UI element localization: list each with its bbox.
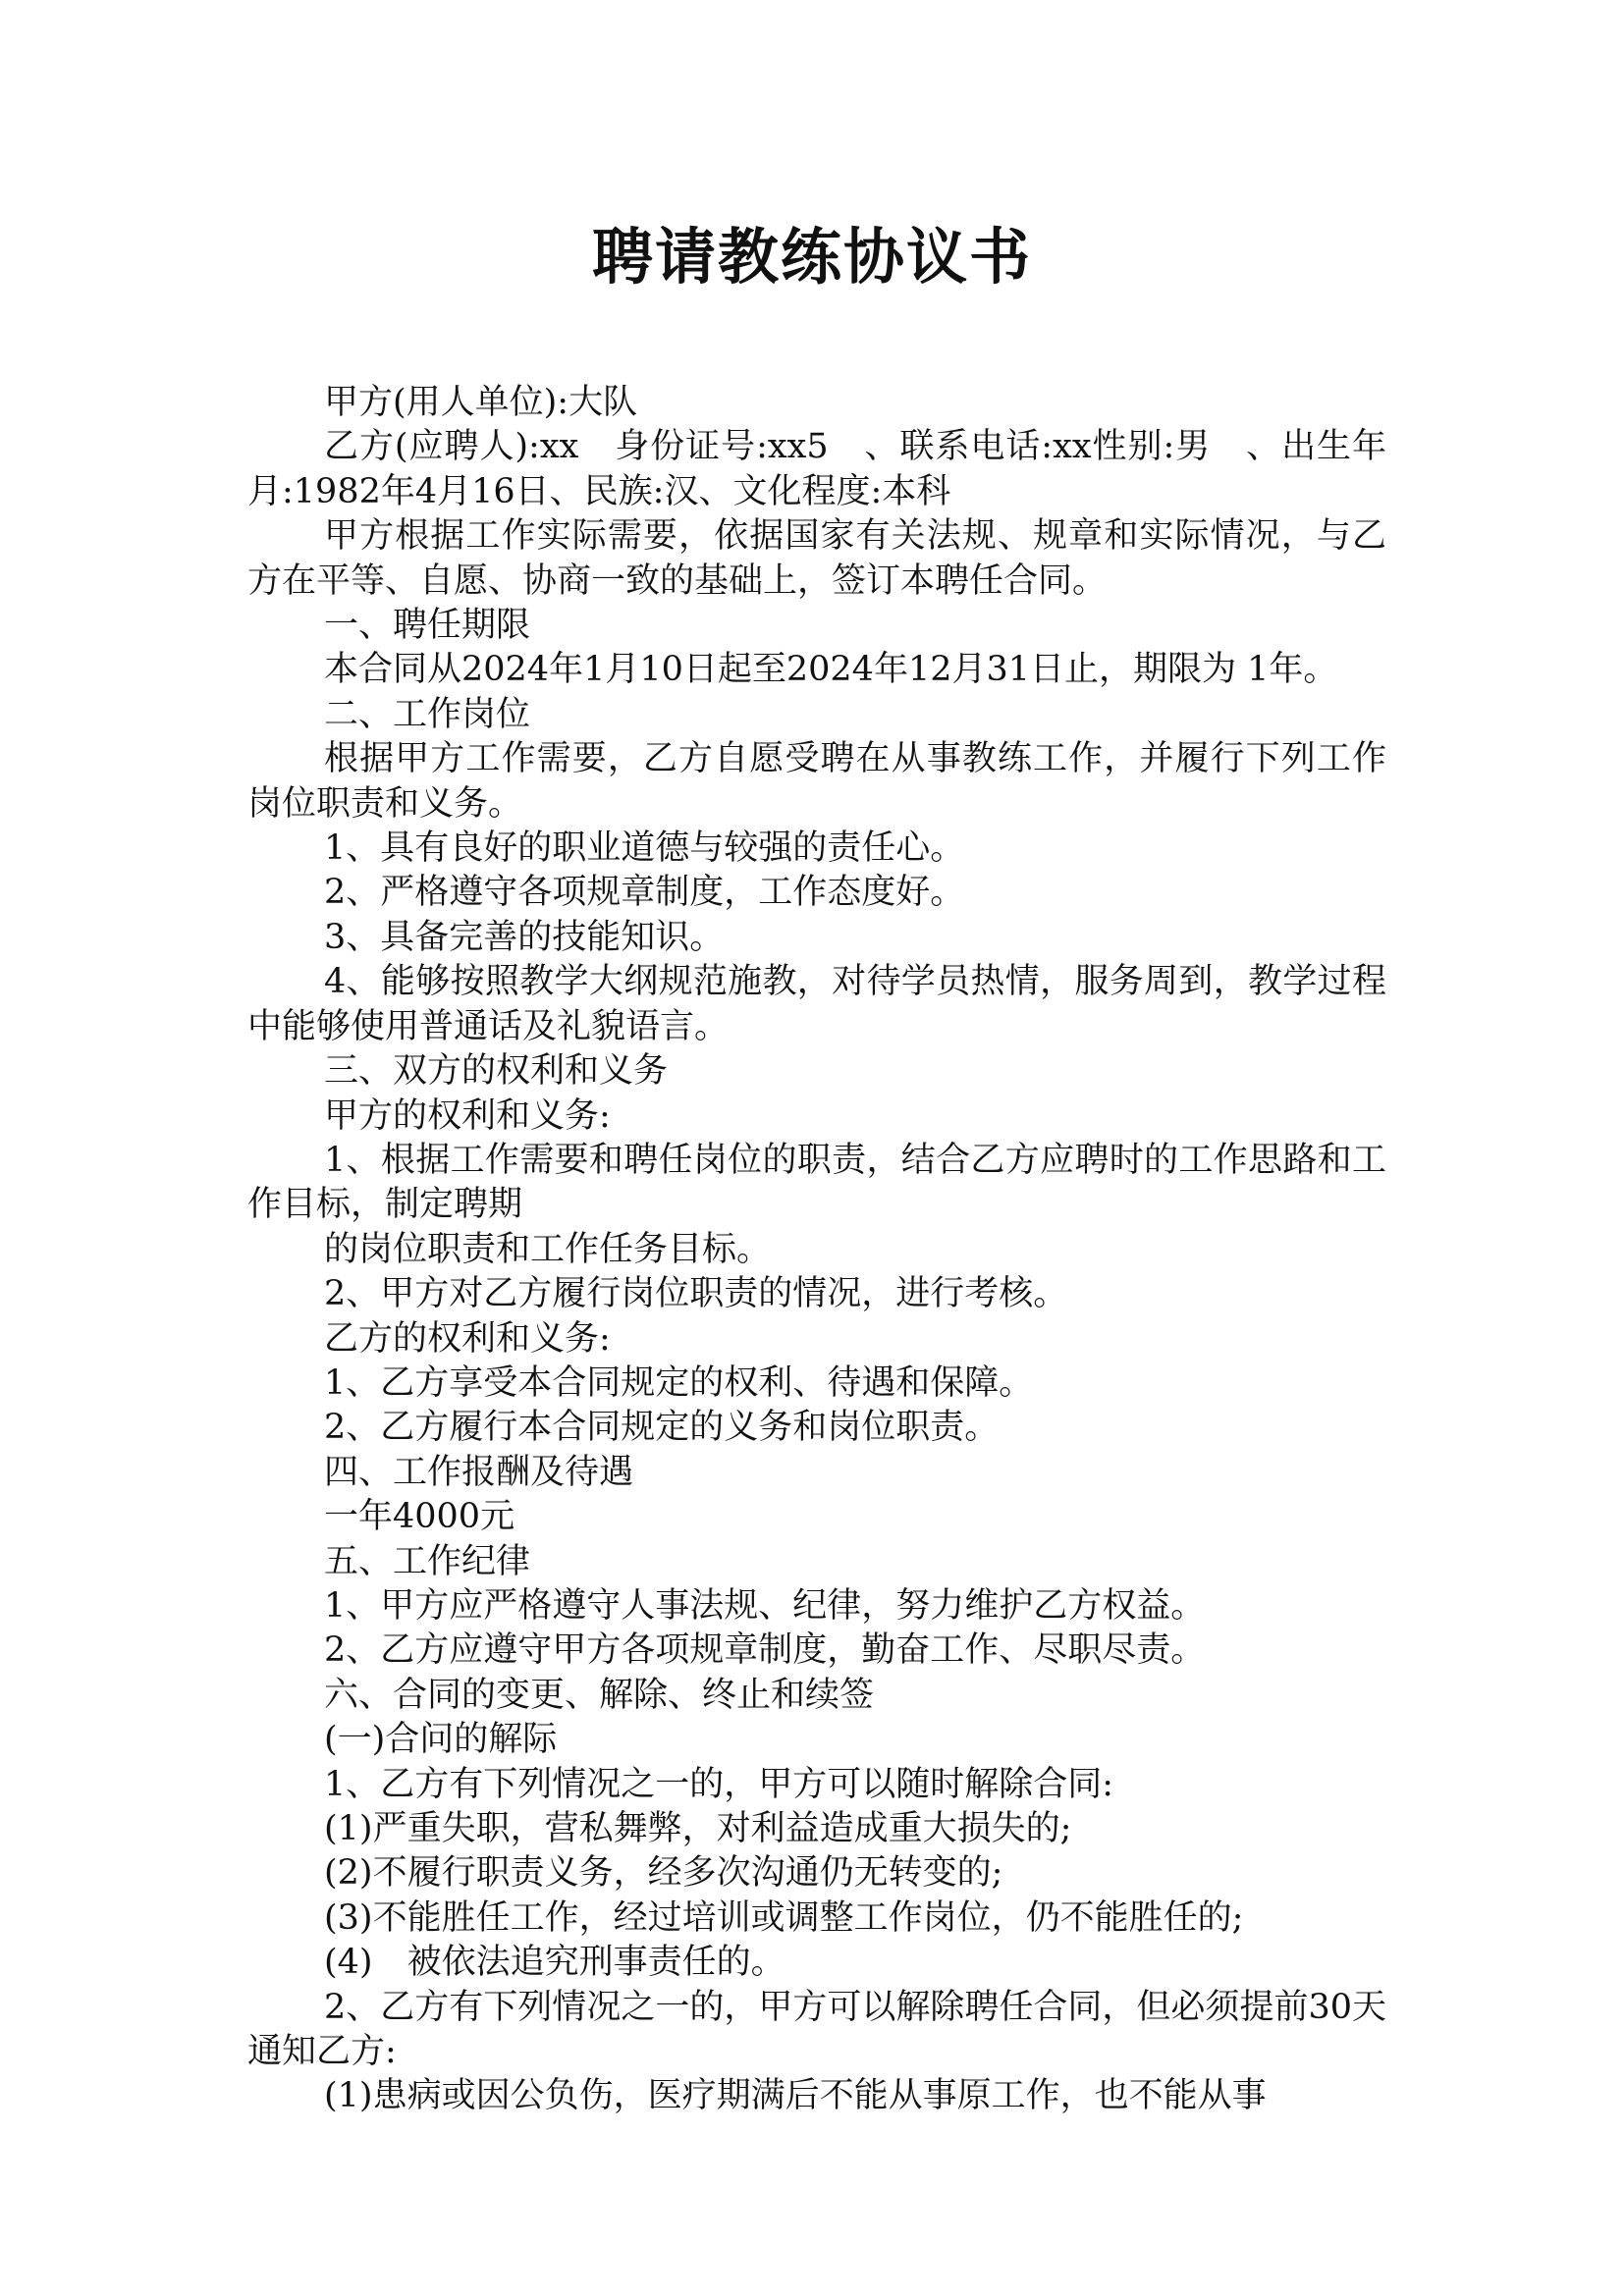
party-b-line: 乙方(应聘人):xx 身份证号:xx5 、联系电话:xx性别:男 、出生年月:1982年4月16日、民族:汉、文化程度:本科 [247, 427, 1386, 511]
termination-clause-2: 2、乙方有下列情况之一的，甲方可以解除聘任合同，但必须提前30天通知乙方: [247, 1987, 1386, 2072]
party-a-right-2: 2、甲方对乙方履行岗位职责的情况，进行考核。 [324, 1274, 1068, 1314]
party-b-right-1: 1、乙方享受本合同规定的权利、待遇和保障。 [324, 1362, 1034, 1403]
termination-case-4: (4) 被依法追究刑事责任的。 [324, 1943, 785, 1983]
preamble-paragraph: 甲方根据工作实际需要，依据国家有关法规、规章和实际情况，与乙方在平等、自愿、协商一致的基础上，签订本聘任合同。 [247, 516, 1386, 601]
section-heading-discipline: 五、工作纪律 [324, 1541, 531, 1581]
document-title: 聘请教练协议书 [591, 221, 1032, 293]
termination-clause-1: 1、乙方有下列情况之一的，甲方可以随时解除合同: [324, 1764, 1114, 1804]
party-b-right-2: 2、乙方履行本合同规定的义务和岗位职责。 [324, 1408, 1000, 1448]
termination-clause-2-case-1: (1)患病或因公负伤，医疗期满后不能从事原工作，也不能从事 [324, 2076, 1267, 2116]
subsection-heading-termination: (一)合问的解际 [324, 1720, 558, 1760]
section-heading-position: 二、工作岗位 [324, 694, 531, 734]
duty-item-1: 1、具有良好的职业道德与较强的责任心。 [324, 828, 965, 869]
termination-case-1: (1)严重失职，营私舞弊，对利益造成重大损失的; [324, 1809, 1072, 1848]
term-paragraph: 本合同从2024年1月10日起至2024年12月31日止，期限为 1年。 [324, 650, 1338, 690]
duty-item-2: 2、严格遵守各项规章制度，工作态度好。 [324, 873, 965, 913]
section-heading-rights: 三、双方的权利和义务 [324, 1051, 669, 1092]
termination-case-3: (3)不能胜任工作，经过培训或调整工作岗位，仍不能胜任的; [324, 1897, 1244, 1938]
discipline-item-2: 2、乙方应遵守甲方各项规章制度，勤奋工作、尽职尽责。 [324, 1630, 1206, 1671]
party-a-right-1-cont: 的岗位职责和工作任务目标。 [324, 1229, 772, 1269]
section-heading-term: 一、聘任期限 [324, 606, 531, 646]
section-heading-contract-changes: 六、合同的变更、解除、终止和续签 [324, 1675, 875, 1715]
duty-item-3: 3、具备完善的技能知识。 [324, 917, 725, 957]
party-a-rights-heading: 甲方的权利和义务: [324, 1095, 611, 1136]
pay-amount: 一年4000元 [324, 1497, 515, 1537]
position-paragraph: 根据甲方工作需要，乙方自愿受聘在从事教练工作，并履行下列工作岗位职责和义务。 [247, 739, 1386, 824]
section-heading-pay: 四、工作报酬及待遇 [324, 1452, 634, 1492]
party-b-rights-heading: 乙方的权利和义务: [324, 1318, 611, 1359]
discipline-item-1: 1、甲方应严格遵守人事法规、纪律，努力维护乙方权益。 [324, 1585, 1206, 1626]
document-body [247, 381, 1386, 2119]
party-a-line: 甲方(用人单位):大队 [324, 383, 638, 422]
duty-item-4: 4、能够按照教学大纲规范施教，对待学员热情，服务周到，教学过程中能够使用普通话及礼貌语言。 [247, 962, 1386, 1046]
termination-case-2: (2)不履行职责义务，经多次沟通仍无转变的; [324, 1853, 1003, 1894]
party-a-right-1: 1、根据工作需要和聘任岗位的职责，结合乙方应聘时的工作思路和工作目标，制定聘期 [247, 1140, 1386, 1225]
